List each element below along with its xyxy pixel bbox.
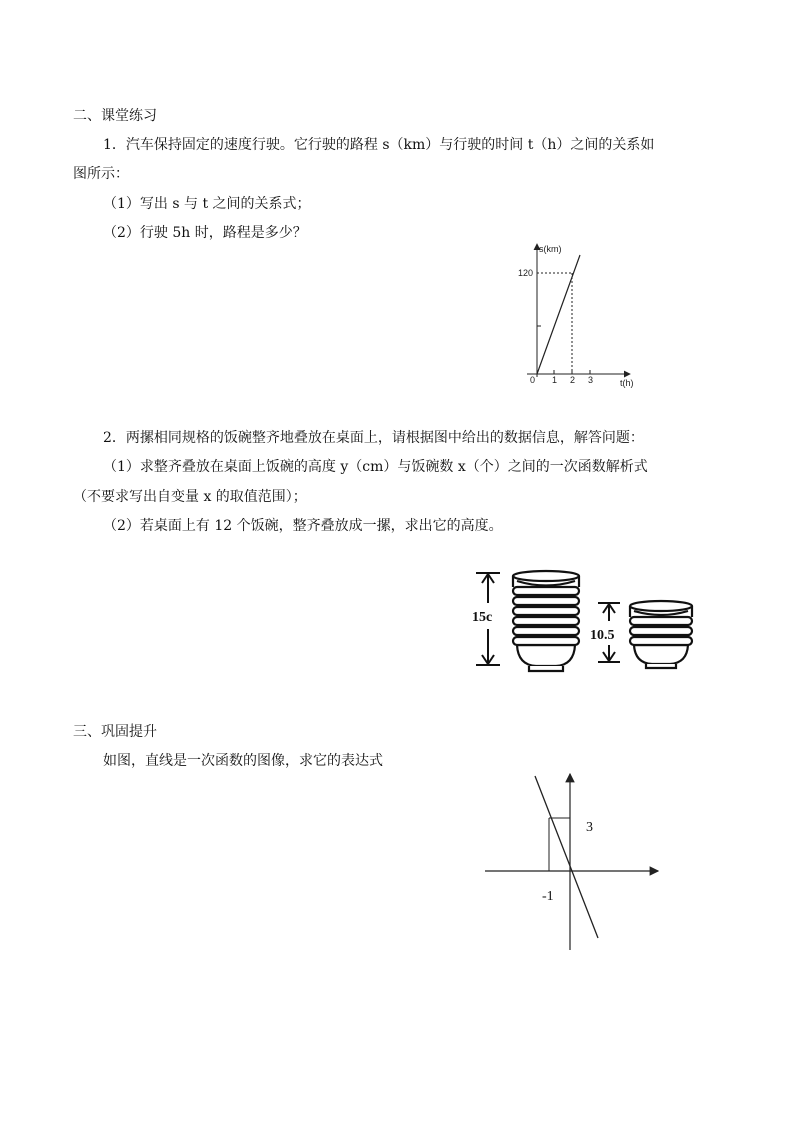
q1-stem-line1: 1．汽车保持固定的速度行驶。它行驶的路程 s（km）与行驶的时间 t（h）之间的关系如 [103,137,655,153]
section-heading-2: 二、课堂练习 [73,108,157,124]
x-value-label: -1 [542,889,554,904]
x-tick-label-2: 2 [570,375,576,385]
bowls-figure [466,565,706,675]
linear-function-graph [480,768,670,953]
q2-part1-line1: （1）求整齐叠放在桌面上饭碗的高度 y（cm）与饭碗数 x（个）之间的一次函数解析式 [103,459,648,475]
q1-stem-line2: 图所示： [73,166,129,182]
section-heading-3: 三、巩固提升 [73,724,157,740]
q2-part2: （2）若桌面上有 12 个饭碗，整齐叠放成一摞，求出它的高度。 [103,518,503,534]
x-axis-label: t(h) [620,378,634,388]
q2-stem: 2．两摞相同规格的饭碗整齐地叠放在桌面上，请根据图中给出的数据信息，解答问题： [103,430,644,446]
left-bowl-stack [513,571,579,671]
q1-part1: （1）写出 s 与 t 之间的关系式； [103,196,311,212]
q2-part1-line2: （不要求写出自变量 x 的取值范围）； [73,489,307,505]
y-axis-label: s(km) [539,244,562,254]
left-height-label: 15c [472,610,493,625]
function-line [535,776,598,938]
x-tick-label-1: 1 [552,375,558,385]
y-tick-label: 120 [518,268,534,278]
section3-prompt: 如图，直线是一次函数的图像，求它的表达式 [103,753,383,769]
right-bowl-stack [630,601,692,668]
right-height-label: 10.5 [590,628,615,643]
y-value-label: 3 [586,820,593,835]
origin-label: 0 [530,375,536,385]
q1-part2: （2）行驶 5h 时，路程是多少？ [103,225,307,241]
distance-time-graph [510,238,645,388]
x-tick-label-3: 3 [588,375,594,385]
